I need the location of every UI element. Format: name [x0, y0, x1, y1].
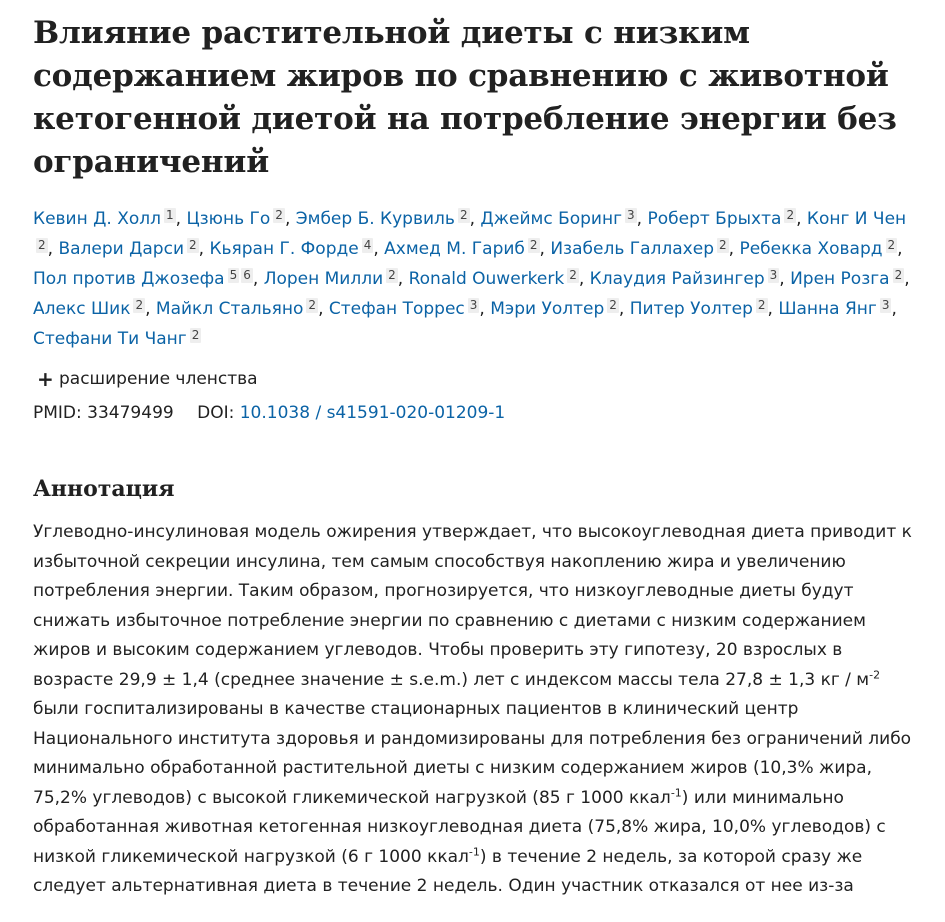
authors-list: Кевин Д. Холл 1 , Цзюнь Го 2 , Эмбер Б. Курвиль 2 , Джеймс Боринг 3 , Роберт Брыхта 2 , Конг И Чен2 , Валери Дарси 2 , Кьяран Г. Форде 4 , Ахмед М. Гариб 2 , Изабель Галлахер 2 , Ребекка Ховард 2 , Пол против Джозефа 5 6 , Лорен Милли 2 , Ronald Ouwerkerk 2 , Клаудия Райзингер 3 , Ирен Розга 2 , Алекс Шик 2 , Майкл Стальяно 2 , Стефан Торрес 3 , Мэри Уолтер 2 , Питер Уолтер 2 , Шанна Янг 3 , Стефани Ти Чанг 2: [33, 208, 910, 349]
author-entry: [647, 209, 796, 229]
author-entry: [409, 269, 579, 289]
affiliation-badge[interactable]: 3: [769, 268, 778, 282]
abstract-sup-1: -2: [869, 667, 881, 681]
author-entry: [739, 239, 897, 259]
affiliation-badge[interactable]: 3: [469, 298, 478, 312]
affiliation-badge[interactable]: 5: [229, 268, 238, 282]
abstract-part-3: ) или минимально обработанная животная кетогенная низкоуглеводная диета (75,8% жира, 10,0% углеводов) с низкой гликемической нагрузкой (6 г 1000 ккал: [33, 787, 886, 867]
author-link[interactable]: Роберт Брыхта: [647, 209, 782, 229]
abstract-sup-3: -1: [468, 844, 480, 858]
author-link[interactable]: Питер Уолтер: [629, 299, 753, 319]
affiliation-badge[interactable]: 2: [388, 268, 396, 282]
author-entry: [590, 269, 780, 289]
author-link[interactable]: Мэри Уолтер: [490, 299, 605, 319]
affiliation-badge[interactable]: 3: [881, 298, 890, 312]
affiliation-badge[interactable]: 2: [189, 238, 197, 252]
affiliation-badge[interactable]: 1: [165, 208, 174, 222]
author-entry: [296, 209, 470, 229]
author-entry: [550, 239, 728, 259]
doi-label: DOI:: [197, 403, 235, 423]
affiliation-badge[interactable]: 2: [569, 268, 577, 282]
doi-link[interactable]: 10.1038 / s41591-020-01209-1: [239, 403, 506, 423]
affiliation-badge[interactable]: 2: [459, 208, 468, 222]
author-entry: [490, 299, 619, 319]
article-title: Влияние растительной диеты с низким содержанием жиров по сравнению с животной кетогенной диетой на потребление энергии без ограничений: [33, 15, 897, 180]
affiliation-badge[interactable]: 2: [191, 328, 200, 342]
author-entry: [630, 299, 768, 319]
affiliation-badge[interactable]: 2: [529, 238, 538, 252]
author-link[interactable]: Конг И Чен: [806, 209, 907, 229]
plus-icon: +: [37, 367, 54, 391]
affiliation-badge[interactable]: 2: [275, 208, 283, 222]
affiliation-badge[interactable]: 3: [627, 208, 635, 222]
author-entry: [33, 329, 201, 349]
author-entry: [33, 299, 145, 319]
author-link[interactable]: Клаудия Райзингер: [589, 269, 765, 289]
pmid-label: PMID:: [33, 403, 82, 423]
affiliation-badge[interactable]: 2: [887, 238, 896, 252]
author-entry: [778, 299, 891, 319]
author-entry: [58, 239, 198, 259]
affiliation-badge[interactable]: 6: [243, 268, 251, 282]
author-entry: [329, 299, 480, 319]
author-entry: [156, 299, 318, 319]
abstract-heading: Аннотация: [33, 476, 175, 502]
affiliation-badge[interactable]: 2: [719, 238, 727, 252]
article-identifiers: [33, 402, 925, 424]
author-link[interactable]: Изабель Галлахер: [550, 239, 714, 259]
author-link[interactable]: Лорен Милли: [263, 269, 384, 289]
author-link[interactable]: Цзюнь Го: [186, 209, 271, 229]
author-link[interactable]: Ахмед М. Гариб: [384, 239, 525, 259]
author-entry: [33, 209, 176, 229]
affiliation-badge[interactable]: 2: [894, 268, 903, 282]
affiliation-badge[interactable]: 2: [38, 238, 46, 252]
author-entry: [209, 239, 373, 259]
author-link[interactable]: Пол против Джозефа: [33, 269, 225, 289]
author-link[interactable]: Шанна Янг: [778, 299, 877, 319]
author-link[interactable]: Алекс Шик: [33, 299, 131, 319]
affiliation-badge[interactable]: 2: [786, 208, 795, 222]
expand-affiliations-label: расширение членства: [59, 369, 258, 389]
author-link[interactable]: Стефани Ти Чанг: [33, 329, 187, 349]
abstract-part-1: Углеводно-инсулиновая модель ожирения утверждает, что высокоуглеводная диета приводит к избыточной секреции инсулина, тем самым способствуя накоплению жира и увеличению потребления энергии. Таким образом, прогнозируется, что низкоуглеводные диеты будут снижать избыточное потребление энергии по сравнению с диетами с низким содержанием жиров и высоким содержанием углеводов. Чтобы проверить эту гипотезу, 20 взрослых в возрасте 29,9 ± 1,4 (среднее значение ± s.e.m.) лет с индексом массы тела 27,8 ± 1,3 кг / м: [33, 522, 912, 690]
author-entry: [186, 209, 285, 229]
author-link[interactable]: Эмбер Б. Курвиль: [295, 209, 455, 229]
affiliation-badge[interactable]: 4: [363, 238, 372, 252]
author-entry: [264, 269, 398, 289]
author-link[interactable]: Ребекка Ховард: [739, 239, 883, 259]
author-link[interactable]: Ирен Розга: [790, 269, 890, 289]
author-link[interactable]: Стефан Торрес: [328, 299, 465, 319]
affiliation-badge[interactable]: 2: [308, 298, 317, 312]
author-link[interactable]: Ronald Ouwerkerk: [408, 269, 565, 289]
affiliation-badge[interactable]: 2: [757, 298, 766, 312]
abstract-part-2: были госпитализированы в качестве стационарных пациентов в клинический центр Национального института здоровья и рандомизированы для потребления без ограничений либо минимально обработанной растительной диеты с низким содержанием жиров (10,3% жира, 75,2% углеводов) с высокой гликемической нагрузкой (85 г 1000 ккал: [33, 699, 912, 808]
pmid-value: 33479499: [87, 403, 174, 423]
author-link[interactable]: Валери Дарси: [58, 239, 184, 259]
author-entry: [790, 269, 904, 289]
author-link[interactable]: Джеймс Боринг: [480, 209, 623, 229]
author-link[interactable]: Кьяран Г. Форде: [209, 239, 359, 259]
expand-affiliations-button[interactable]: [33, 368, 925, 390]
abstract-text: [33, 518, 928, 902]
author-link[interactable]: Кевин Д. Холл: [33, 209, 161, 229]
author-entry: [33, 269, 253, 289]
author-entry: [384, 239, 539, 259]
author-entry: [480, 209, 636, 229]
abstract-part-4: ) в течение 2 недель, за которой сразу же следует альтернативная диета в течение 2 недель. Один участник отказался от нее из-за: [33, 846, 863, 896]
abstract-sup-2: -1: [670, 785, 682, 799]
author-link[interactable]: Майкл Стальяно: [155, 299, 304, 319]
affiliation-badge[interactable]: 2: [135, 298, 144, 312]
affiliation-badge[interactable]: 2: [609, 298, 617, 312]
